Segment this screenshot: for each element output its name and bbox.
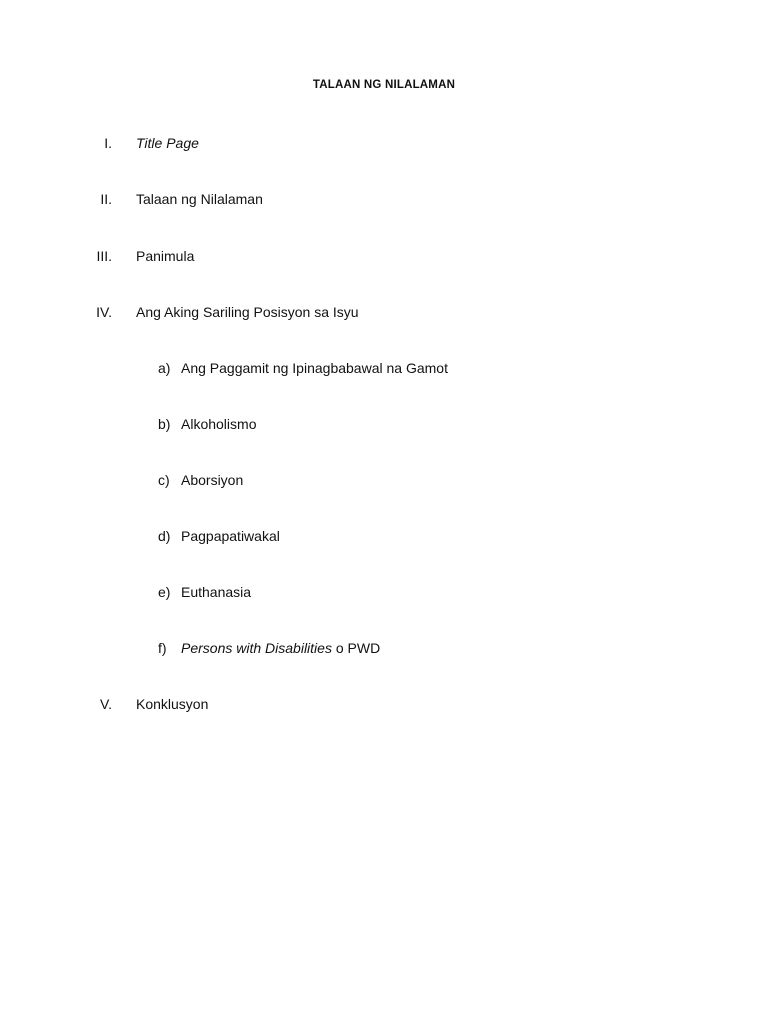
section-numeral: III. — [96, 248, 112, 264]
section-numeral: II. — [100, 191, 112, 207]
page-title: TALAAN NG NILALAMAN — [312, 79, 456, 91]
section-label: Title Page — [136, 135, 199, 151]
subsection-letter: e) — [158, 584, 171, 600]
subsection-letter: f) — [158, 640, 167, 656]
subsection-letter: b) — [158, 416, 171, 432]
section-numeral: V. — [100, 696, 112, 712]
section-numeral: I. — [104, 135, 112, 151]
subsection-label: Euthanasia — [181, 584, 252, 600]
subsection-label-suffix: o PWD — [331, 640, 381, 656]
subsection-label: Ang Paggamit ng Ipinagbabawal na Gamot — [181, 360, 448, 376]
subsection-letter: a) — [158, 360, 171, 376]
subsection-label-italic: Persons with Disabilities — [181, 640, 332, 656]
subsection-label: Alkoholismo — [181, 416, 257, 432]
subsection-label: Pagpapatiwakal — [181, 528, 280, 544]
section-label: Ang Aking Sariling Posisyon sa Isyu — [136, 304, 359, 320]
subsection-letter: c) — [158, 472, 170, 488]
subsection-label: Aborsiyon — [181, 472, 244, 488]
subsection-letter: d) — [158, 528, 171, 544]
section-numeral: IV. — [96, 304, 112, 320]
section-label: Konklusyon — [136, 696, 209, 712]
section-label: Panimula — [136, 248, 195, 264]
subsection-label — [181, 639, 380, 657]
section-label: Talaan ng Nilalaman — [136, 191, 263, 207]
